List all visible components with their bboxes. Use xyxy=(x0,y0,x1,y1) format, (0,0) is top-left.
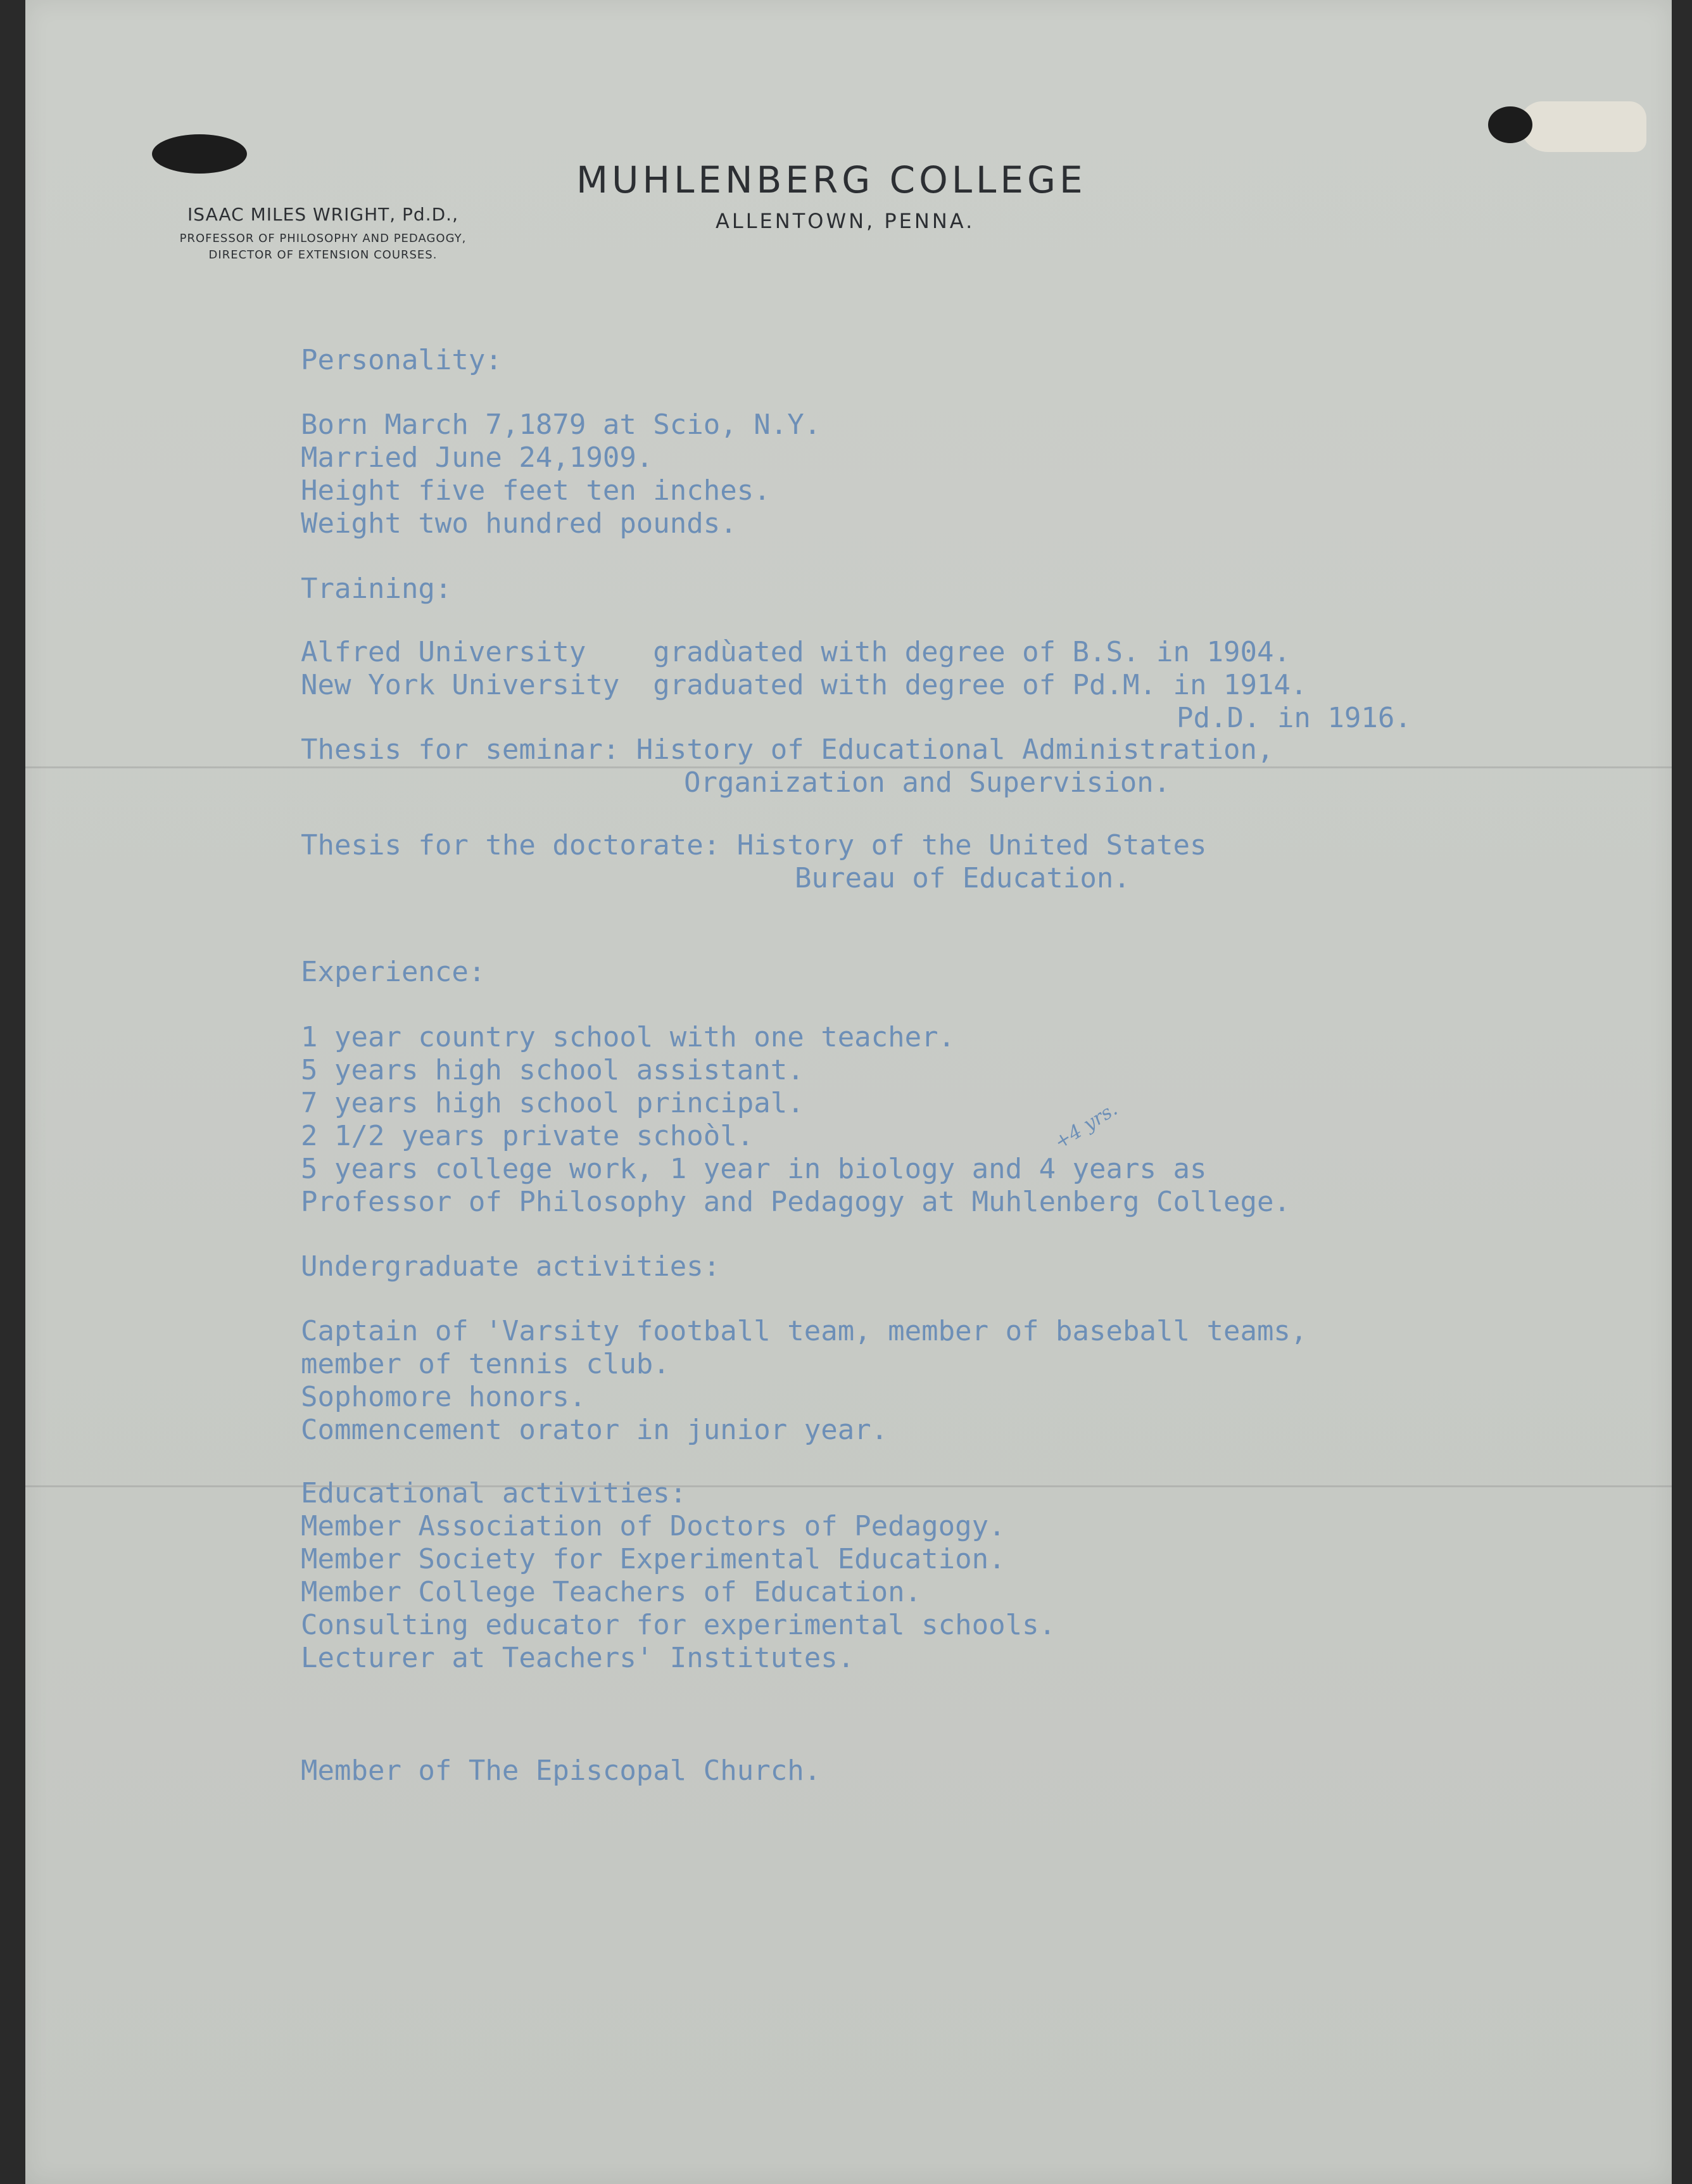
paper-tear xyxy=(1520,101,1646,152)
training-nyu: New York University graduated with degree of Pd.M. in 1914. xyxy=(301,669,1308,701)
college-location: ALLENTOWN, PENNA. xyxy=(716,209,975,233)
experience-line: 7 years high school principal. xyxy=(301,1087,804,1119)
thesis-seminar-cont: Organization and Supervision. xyxy=(684,766,1171,799)
section-heading-educational: Educational activities: xyxy=(301,1477,687,1509)
section-heading-undergraduate: Undergraduate activities: xyxy=(301,1250,721,1283)
hole-right xyxy=(1488,106,1532,143)
thesis-doctorate-cont: Bureau of Education. xyxy=(795,862,1130,894)
training-alfred: Alfred University gradùated with degree of B.S. in 1904. xyxy=(301,636,1291,668)
letter-sheet xyxy=(25,0,1672,2184)
undergraduate-line: Sophomore honors. xyxy=(301,1381,586,1413)
personality-line: Married June 24,1909. xyxy=(301,441,653,474)
personality-line: Born March 7,1879 at Scio, N.Y. xyxy=(301,409,821,441)
section-heading-experience: Experience: xyxy=(301,956,486,988)
experience-line: 5 years college work, 1 year in biology and 4 years as xyxy=(301,1153,1207,1185)
undergraduate-line: member of tennis club. xyxy=(301,1348,670,1380)
college-name: MUHLENBERG COLLEGE xyxy=(576,158,1087,201)
thesis-seminar: Thesis for seminar: History of Educational Administration, xyxy=(301,733,1274,766)
undergraduate-line: Commencement orator in junior year. xyxy=(301,1414,888,1446)
hole-left xyxy=(152,134,247,174)
educational-line: Member Association of Doctors of Pedagogy. xyxy=(301,1510,1006,1542)
experience-line: 5 years high school assistant. xyxy=(301,1054,804,1086)
professor-title-2: DIRECTOR OF EXTENSION COURSES. xyxy=(208,248,438,262)
church-membership: Member of The Episcopal Church. xyxy=(301,1755,821,1787)
fold-crease-lower xyxy=(25,1485,1672,1487)
handwritten-annotation: +4 yrs. xyxy=(1051,1098,1121,1154)
training-pdd: Pd.D. in 1916. xyxy=(1177,702,1411,734)
experience-line: 2 1/2 years private schoòl. xyxy=(301,1120,754,1152)
educational-line: Member Society for Experimental Education. xyxy=(301,1543,1006,1575)
personality-line: Height five feet ten inches. xyxy=(301,474,771,507)
educational-line: Lecturer at Teachers' Institutes. xyxy=(301,1642,855,1674)
experience-line: 1 year country school with one teacher. xyxy=(301,1021,956,1053)
undergraduate-line: Captain of 'Varsity football team, member of baseball teams, xyxy=(301,1315,1308,1347)
thesis-doctorate: Thesis for the doctorate: History of the United States xyxy=(301,829,1207,861)
educational-line: Member College Teachers of Education. xyxy=(301,1576,922,1608)
personality-line: Weight two hundred pounds. xyxy=(301,507,737,540)
section-heading-personality: Personality: xyxy=(301,344,502,376)
professor-title: PROFESSOR OF PHILOSOPHY AND PEDAGOGY, xyxy=(179,232,467,245)
professor-name: ISAAC MILES WRIGHT, Pd.D., xyxy=(187,204,458,225)
experience-line: Professor of Philosophy and Pedagogy at Muhlenberg College. xyxy=(301,1186,1291,1218)
educational-line: Consulting educator for experimental schools. xyxy=(301,1609,1056,1641)
section-heading-training: Training: xyxy=(301,573,452,605)
